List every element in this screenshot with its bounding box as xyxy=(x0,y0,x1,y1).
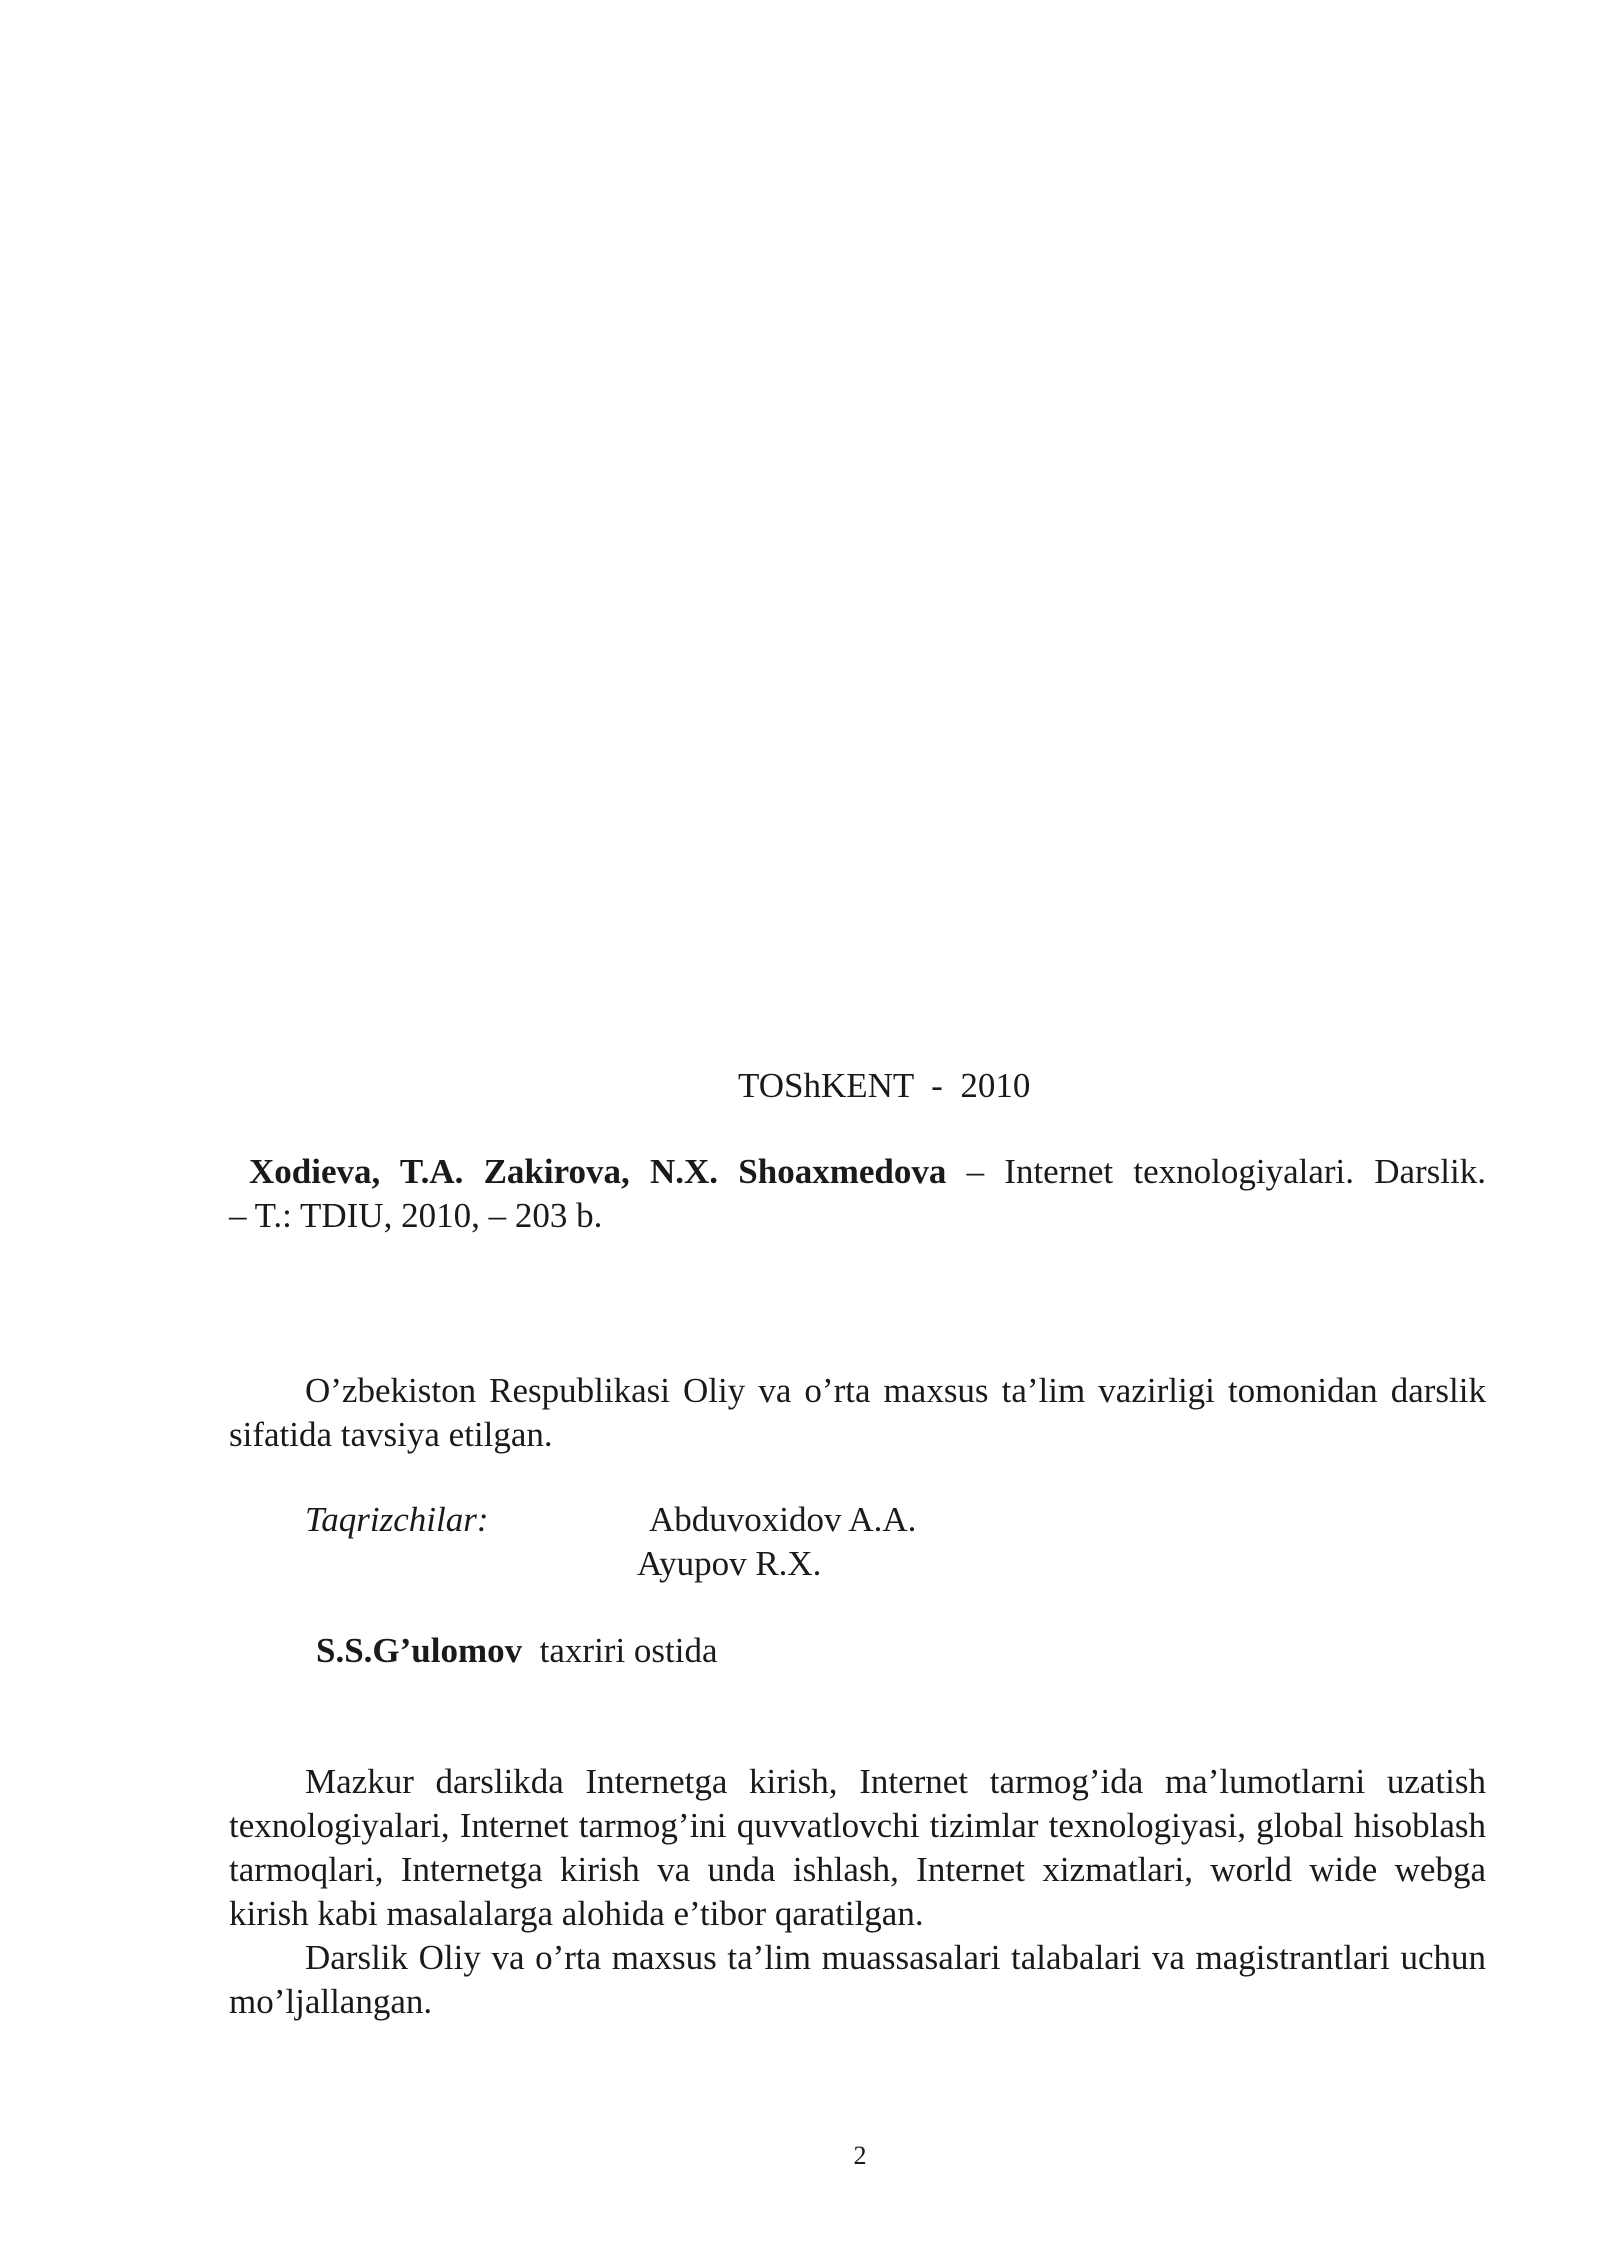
summary-paragraph: Mazkur darslikda Internetga kirish, Internet tarmog’ida ma’lumotlarni uzatish texnologiyalari, Internet tarmog’ini quvvatlovchi tizimlar texnologiyasi, global hisoblash tarmoqlari, Internetga kirish va unda ishlash, Internet xizmatlari, world wide webga kirish kabi masalalarga alohida e’tibor qaratilgan. xyxy=(229,1762,1486,1933)
editor-suffix: taxriri ostida xyxy=(522,1631,718,1670)
reviewer-name: Abduvoxidov A.A. xyxy=(649,1500,917,1539)
reviewers-label: Taqrizchilar: xyxy=(305,1500,489,1539)
bibliographic-citation xyxy=(229,1150,1486,1238)
citation-authors: Xodieva, T.A. Zakirova, N.X. Shoaxmedova xyxy=(249,1152,947,1191)
recommendation-paragraph: O’zbekiston Respublikasi Oliy va o’rta maxsus ta’lim vazirligi tomonidan darslik sifatida tavsiya etilgan. xyxy=(229,1371,1486,1454)
reviewer-name: Ayupov R.X. xyxy=(637,1544,822,1583)
citation-title: – Internet texnologiyalari. Darslik. xyxy=(946,1152,1486,1191)
editor-name: S.S.G’ulomov xyxy=(316,1631,523,1670)
editor-line xyxy=(316,1629,718,1673)
page-number: 2 xyxy=(853,2141,867,2170)
citation-line-1 xyxy=(229,1150,1486,1194)
citation-publisher: – T.: TDIU, 2010, – 203 b. xyxy=(229,1196,603,1235)
city-year: TOShKENT - 2010 xyxy=(738,1066,1031,1105)
purpose-paragraph: Darslik Oliy va o’rta maxsus ta’lim muassasalari talabalari va magistrantlari uchun mo’ljallangan. xyxy=(229,1938,1486,2021)
